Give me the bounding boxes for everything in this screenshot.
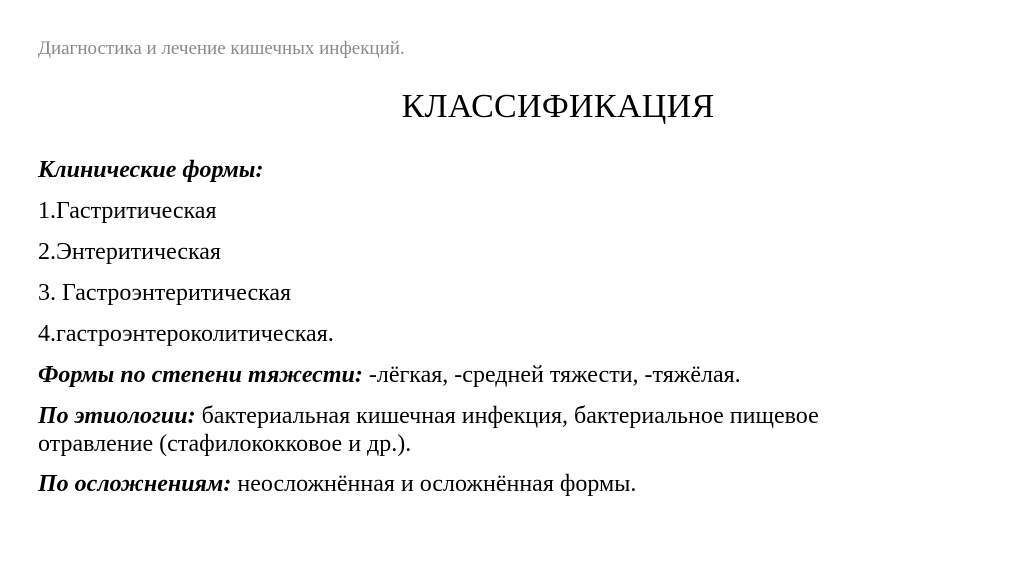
etiology-label: По этиологии: [38,403,196,429]
clinical-forms-label: Клинические формы: [38,157,264,183]
etiology-line [38,396,918,464]
slide-content [38,150,988,505]
etiology-text: бактериальная кишечная инфекция, бактериальное пищевое отравление (стафилококковое и др.). [38,403,819,457]
complications-text: неосложнённая и осложнённая формы. [231,471,637,497]
severity-text: -лёгкая, -средней тяжести, -тяжёлая. [362,362,741,388]
complications-line [38,464,988,505]
severity-line [38,355,988,396]
clinical-form-item: 4.гастроэнтероколитическая. [38,321,334,347]
clinical-form-item: 1.Гастритическая [38,198,217,224]
clinical-form-item: 2.Энтеритическая [38,239,221,265]
complications-label: По осложнениям: [38,471,232,497]
slide-header: Диагностика и лечение кишечных инфекций. [38,38,405,59]
severity-label: Формы по степени тяжести: [38,362,363,388]
slide-title: КЛАССИФИКАЦИЯ [401,88,715,125]
clinical-form-item: 3. Гастроэнтеритическая [38,280,292,306]
clinical-forms-heading [38,150,988,191]
